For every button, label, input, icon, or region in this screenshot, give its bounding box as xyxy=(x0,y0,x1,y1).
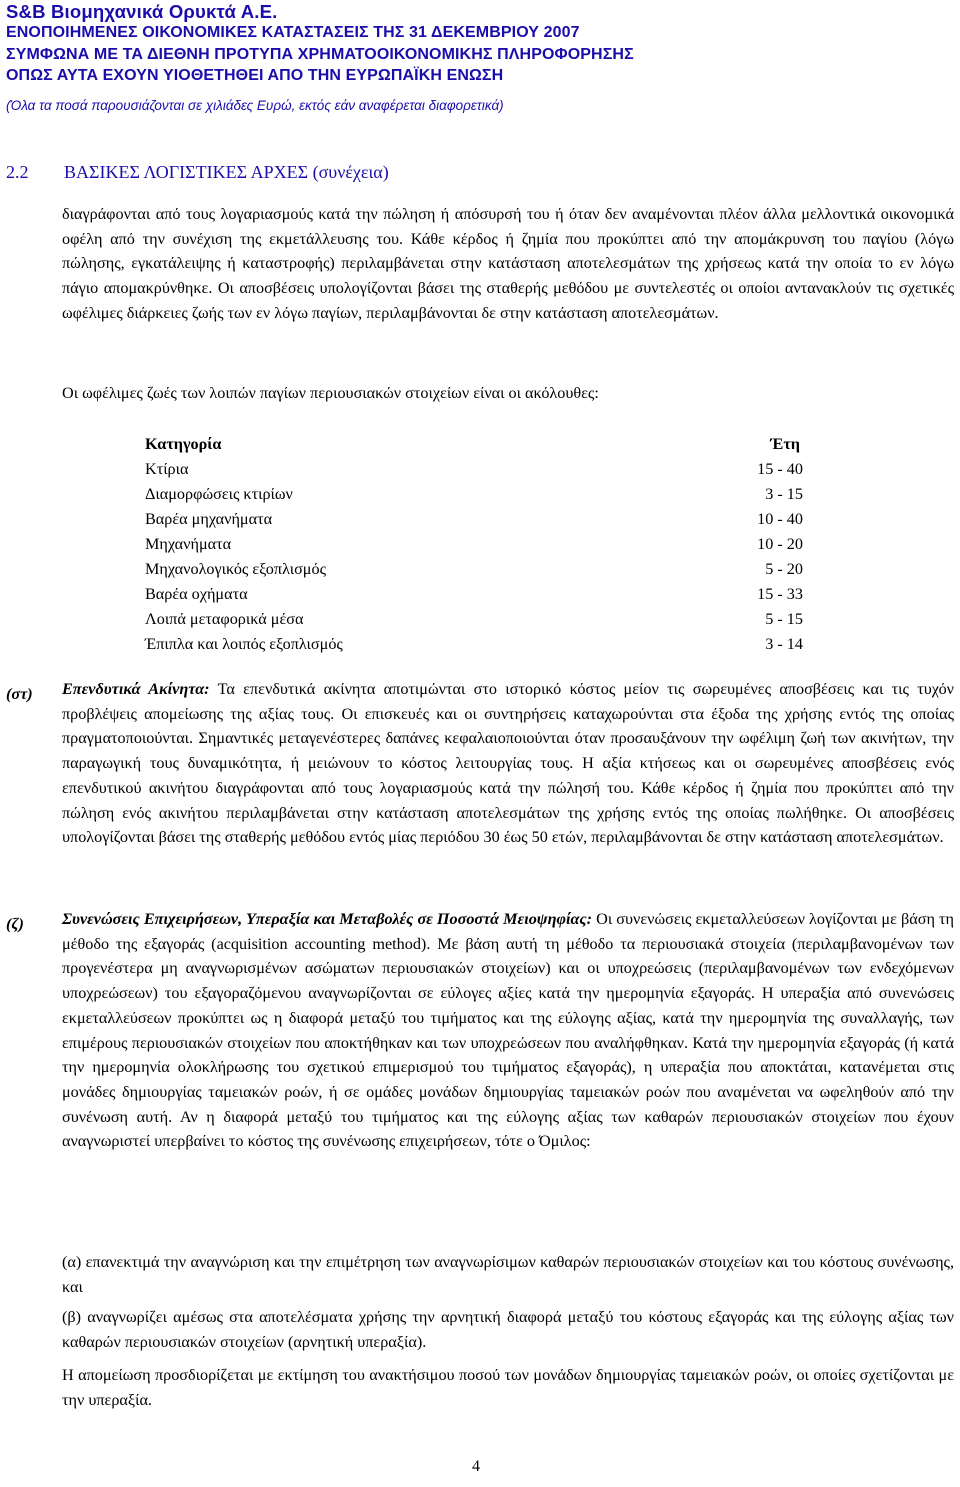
paragraph-useful-lives-intro: Οι ωφέλιμες ζωές των λοιπών παγίων περιουσιακών στοιχείων είναι οι ακόλουθες: xyxy=(62,384,599,402)
category-cell: Λοιπά μεταφορικά μέσα xyxy=(145,610,304,628)
item-label-z: (ζ) xyxy=(6,915,24,933)
column-header-category: Κατηγορία xyxy=(145,435,222,453)
page-header xyxy=(6,2,954,113)
category-cell: Βαρέα οχήματα xyxy=(145,585,248,603)
section-title xyxy=(6,162,389,183)
years-cell: 15 - 40 xyxy=(757,460,803,478)
sub-item-a: (α) επανεκτιμά την αναγνώριση και την επιμέτρηση των αναγνωρίσιμων καθαρών περιουσιακών στοιχείων και του κόστους συνένωσης, και xyxy=(62,1253,954,1296)
years-cell: 5 - 15 xyxy=(765,610,803,628)
table-row xyxy=(145,632,810,657)
table-row xyxy=(145,507,810,532)
text-investment-property: Τα επενδυτικά ακίνητα αποτιμώνται στο ιστορικό κόστος μείον τις σωρευμένες αποσβέσεις και τις τυχόν προβλέψεις απομείωσης της αξίας τους. Οι επισκευές και οι συντηρήσεις καταχωρούνται στα έξοδα της χρήσης εντός της οποίας πραγματοποιούνται. Σημαντικές μεταγενέστερες δαπάνες κεφαλαιοποιούνται όταν προσαυξάνουν την ωφέλιμη ζωή των ακινήτων, την παραγωγική τους δυναμικότητα, ή μειώνουν το κόστος λειτουργίας τους. Η αξία κτήσεως και οι σωρευμένες αποσβέσεις ενός επενδυτικού ακινήτου διαγράφονται από τους λογαριασμούς κατά την πώλησή του. Κάθε κέρδος ή ζημία που προκύπτει από την πώληση ενός ακινήτου περιλαμβάνεται στην κατάσταση αποτελεσμάτων της χρήσης εντός της οποίας πωλήθηκε. Οι αποσβέσεις υπολογίζονται βάσει της σταθερής μεθόδου εντός μίας περιόδου 30 έως 50 ετών, περιλαμβάνονται δε στην κατάσταση αποτελεσμάτων. xyxy=(62,680,954,847)
page-number: 4 xyxy=(472,1458,480,1475)
heading-investment-property: Επενδυτικά Ακίνητα: xyxy=(62,680,210,698)
item-label-st: (στ) xyxy=(6,685,33,703)
amounts-note: (Όλα τα ποσά παρουσιάζονται σε χιλιάδες Ευρώ, εκτός εάν αναφέρεται διαφορετικά) xyxy=(6,97,504,113)
company-name: S&B Βιομηχανικά Ορυκτά Α.Ε. xyxy=(6,1,278,22)
table-header-row xyxy=(145,432,810,457)
header-line-standards: ΣΥΜΦΩΝΑ ΜΕ ΤΑ ΔΙΕΘΝΗ ΠΡΟΤΥΠΑ ΧΡΗΜΑΤΟΟΙΚΟΝΟΜΙΚΗΣ ΠΛΗΡΟΦΟΡΗΣΗΣ xyxy=(6,45,634,63)
years-cell: 5 - 20 xyxy=(765,560,803,578)
years-cell: 10 - 40 xyxy=(757,510,803,528)
table-row xyxy=(145,557,810,582)
table-row xyxy=(145,482,810,507)
section-number: 2.2 xyxy=(6,162,29,182)
years-cell: 10 - 20 xyxy=(757,535,803,553)
table-row xyxy=(145,532,810,557)
sub-item-b: (β) αναγνωρίζει αμέσως στα αποτελέσματα χρήσης την αρνητική διαφορά μεταξύ του κόστους εξαγοράς και της εύλογης αξίας των καθαρών περιουσιακών στοιχείων (αρνητική υπεραξία). xyxy=(62,1308,954,1351)
header-line-statements: ΕΝΟΠΟΙΗΜΕΝΕΣ ΟΙΚΟΝΟΜΙΚΕΣ ΚΑΤΑΣΤΑΣΕΙΣ ΤΗΣ 31 ΔΕΚΕΜΒΡΙΟΥ 2007 xyxy=(6,24,580,41)
table-row xyxy=(145,457,810,482)
column-header-years: Έτη xyxy=(770,435,800,453)
paragraph-impairment: Η απομείωση προσδιορίζεται με εκτίμηση του ανακτήσιμου ποσού των μονάδων δημιουργίας ταμειακών ροών, οι οποίες σχετίζονται με την υπεραξία. xyxy=(62,1366,954,1409)
years-cell: 15 - 33 xyxy=(757,585,803,603)
category-cell: Κτίρια xyxy=(145,460,189,478)
paragraph-depreciation: διαγράφονται από τους λογαριασμούς κατά την πώληση ή απόσυρσή του ή όταν δεν αναμένονται πλέον άλλα μελλοντικά οικονομικά οφέλη από την συνέχιση της εκμετάλλευσης του. Κάθε κέρδος ή ζημία που προκύπτει από την απομάκρυνση του παγίου (λόγω πώλησης, εγκατάλειψης ή καταστροφής) περιλαμβάνεται στην κατάσταση αποτελεσμάτων της χρήσεως κατά την οποία το εν λόγω πάγιο απομακρύνθηκε. Οι αποσβέσεις υπολογίζονται βάσει της σταθερής μεθόδου με συντελεστές οι οποίοι αντανακλούν τις σχετικές ωφέλιμες διάρκειες ζωής των εν λόγω παγίων, περιλαμβάνονται δε στην κατάσταση αποτελεσμάτων. xyxy=(62,205,954,322)
category-cell: Έπιπλα και λοιπός εξοπλισμός xyxy=(145,635,343,653)
table-row xyxy=(145,607,810,632)
table-row xyxy=(145,582,810,607)
years-cell: 3 - 14 xyxy=(765,635,803,653)
header-line-eu: ΟΠΩΣ ΑΥΤΑ ΕΧΟΥΝ ΥΙΟΘΕΤΗΘΕΙ ΑΠΟ ΤΗΝ ΕΥΡΩΠΑΪΚΗ ΕΝΩΣΗ xyxy=(6,67,504,84)
heading-business-combinations: Συνενώσεις Επιχειρήσεων, Υπεραξία και Μεταβολές σε Ποσοστά Μειοψηφίας: xyxy=(62,910,593,928)
category-cell: Διαμορφώσεις κτιρίων xyxy=(145,485,293,503)
years-cell: 3 - 15 xyxy=(765,485,803,503)
useful-lives-table xyxy=(145,432,810,657)
category-cell: Μηχανήματα xyxy=(145,535,232,553)
paragraph-business-combinations xyxy=(62,907,954,1154)
text-business-combinations: Οι συνενώσεις εκμεταλλεύσεων λογίζονται με βάση τη μέθοδο της εξαγοράς (acquisition accounting method). Με βάση αυτή τη μέθοδο τα περιουσιακά στοιχεία (περιλαμβανομένων των προγενέστερα μη αναγνωρισμένων ασώματων περιουσιακών στοιχείων) και οι υποχρεώσεις (περιλαμβανομένων των ενδεχόμενων υποχρεώσεων) του εξαγοραζόμενου αναγνωρίζονται σε εύλογες αξίες κατά την ημερομηνία εξαγοράς. Η υπεραξία από συνενώσεις εκμεταλλεύσεων προκύπτει ως η διαφορά μεταξύ του τιμήματος και της εύλογης αξίας, κατά την ημερομηνία της συναλλαγής, των επιμέρους περιουσιακών στοιχείων που αποκτήθηκαν και των υποχρεώσεων που αναλήφθηκαν. Κατά την ημερομηνία εξαγοράς (ή κατά την ημερομηνία ολοκλήρωσης του σχετικού επιμερισμού του τιμήματος εξαγοράς), η υπεραξία που αποκτάται, κατανέμεται στις μονάδες δημιουργίας ταμειακών ροών, ή σε ομάδες μονάδων δημιουργίας ταμειακών ροών που αναμένεται να ωφεληθούν από την συνένωση αυτή. Αν η διαφορά μεταξύ του τιμήματος και της εύλογης αξίας των καθαρών περιουσιακών στοιχείων που έχουν αναγνωριστεί υπερβαίνει το κόστος της συνένωσης επιχειρήσεων, τότε ο Όμιλος: xyxy=(62,910,954,1151)
paragraph-investment-property xyxy=(62,677,954,850)
section-heading: ΒΑΣΙΚΕΣ ΛΟΓΙΣΤΙΚΕΣ ΑΡΧΕΣ (συνέχεια) xyxy=(64,162,389,182)
category-cell: Βαρέα μηχανήματα xyxy=(145,510,273,528)
category-cell: Μηχανολογικός εξοπλισμός xyxy=(145,560,326,578)
